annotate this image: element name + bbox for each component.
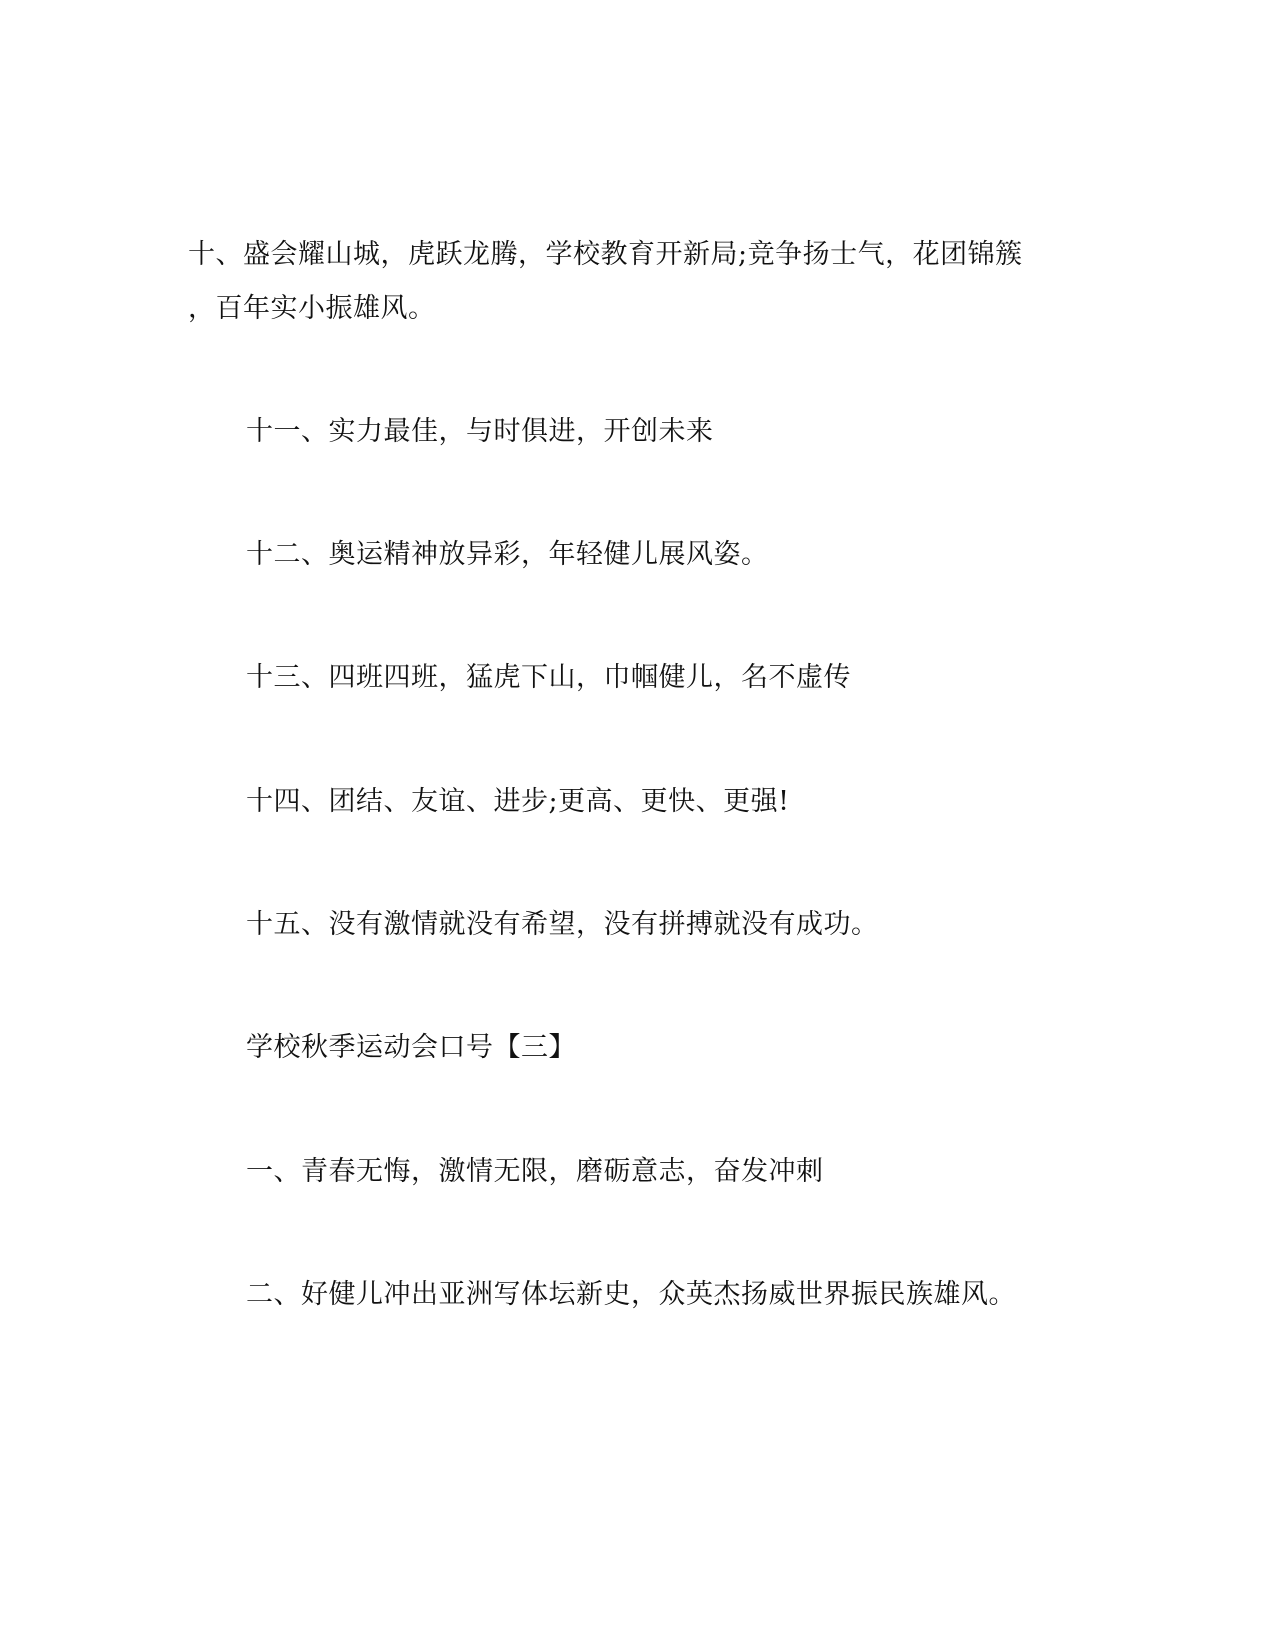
section-heading: 学校秋季运动会口号【三】 <box>246 1032 576 1063</box>
slogan-3-1: 一、青春无悔，激情无限，磨砺意志，奋发冲刺 <box>246 1156 824 1187</box>
slogan-12: 十二、奥运精神放异彩，年轻健儿展风姿。 <box>246 539 769 570</box>
slogan-15: 十五、没有激情就没有希望，没有拼搏就没有成功。 <box>246 909 879 940</box>
slogan-10-line-2: ，百年实小振雄风。 <box>188 293 436 324</box>
slogan-13: 十三、四班四班，猛虎下山，巾帼健儿，名不虚传 <box>246 662 851 693</box>
slogan-10-line-1: 十、盛会耀山城，虎跃龙腾，学校教育开新局;竞争扬士气，花团锦簇 <box>188 239 1023 270</box>
slogan-11: 十一、实力最佳，与时俱进，开创未来 <box>246 416 714 447</box>
slogan-14: 十四、团结、友谊、进步;更高、更快、更强! <box>246 786 790 817</box>
slogan-3-2: 二、好健儿冲出亚洲写体坛新史，众英杰扬威世界振民族雄风。 <box>246 1279 1016 1310</box>
